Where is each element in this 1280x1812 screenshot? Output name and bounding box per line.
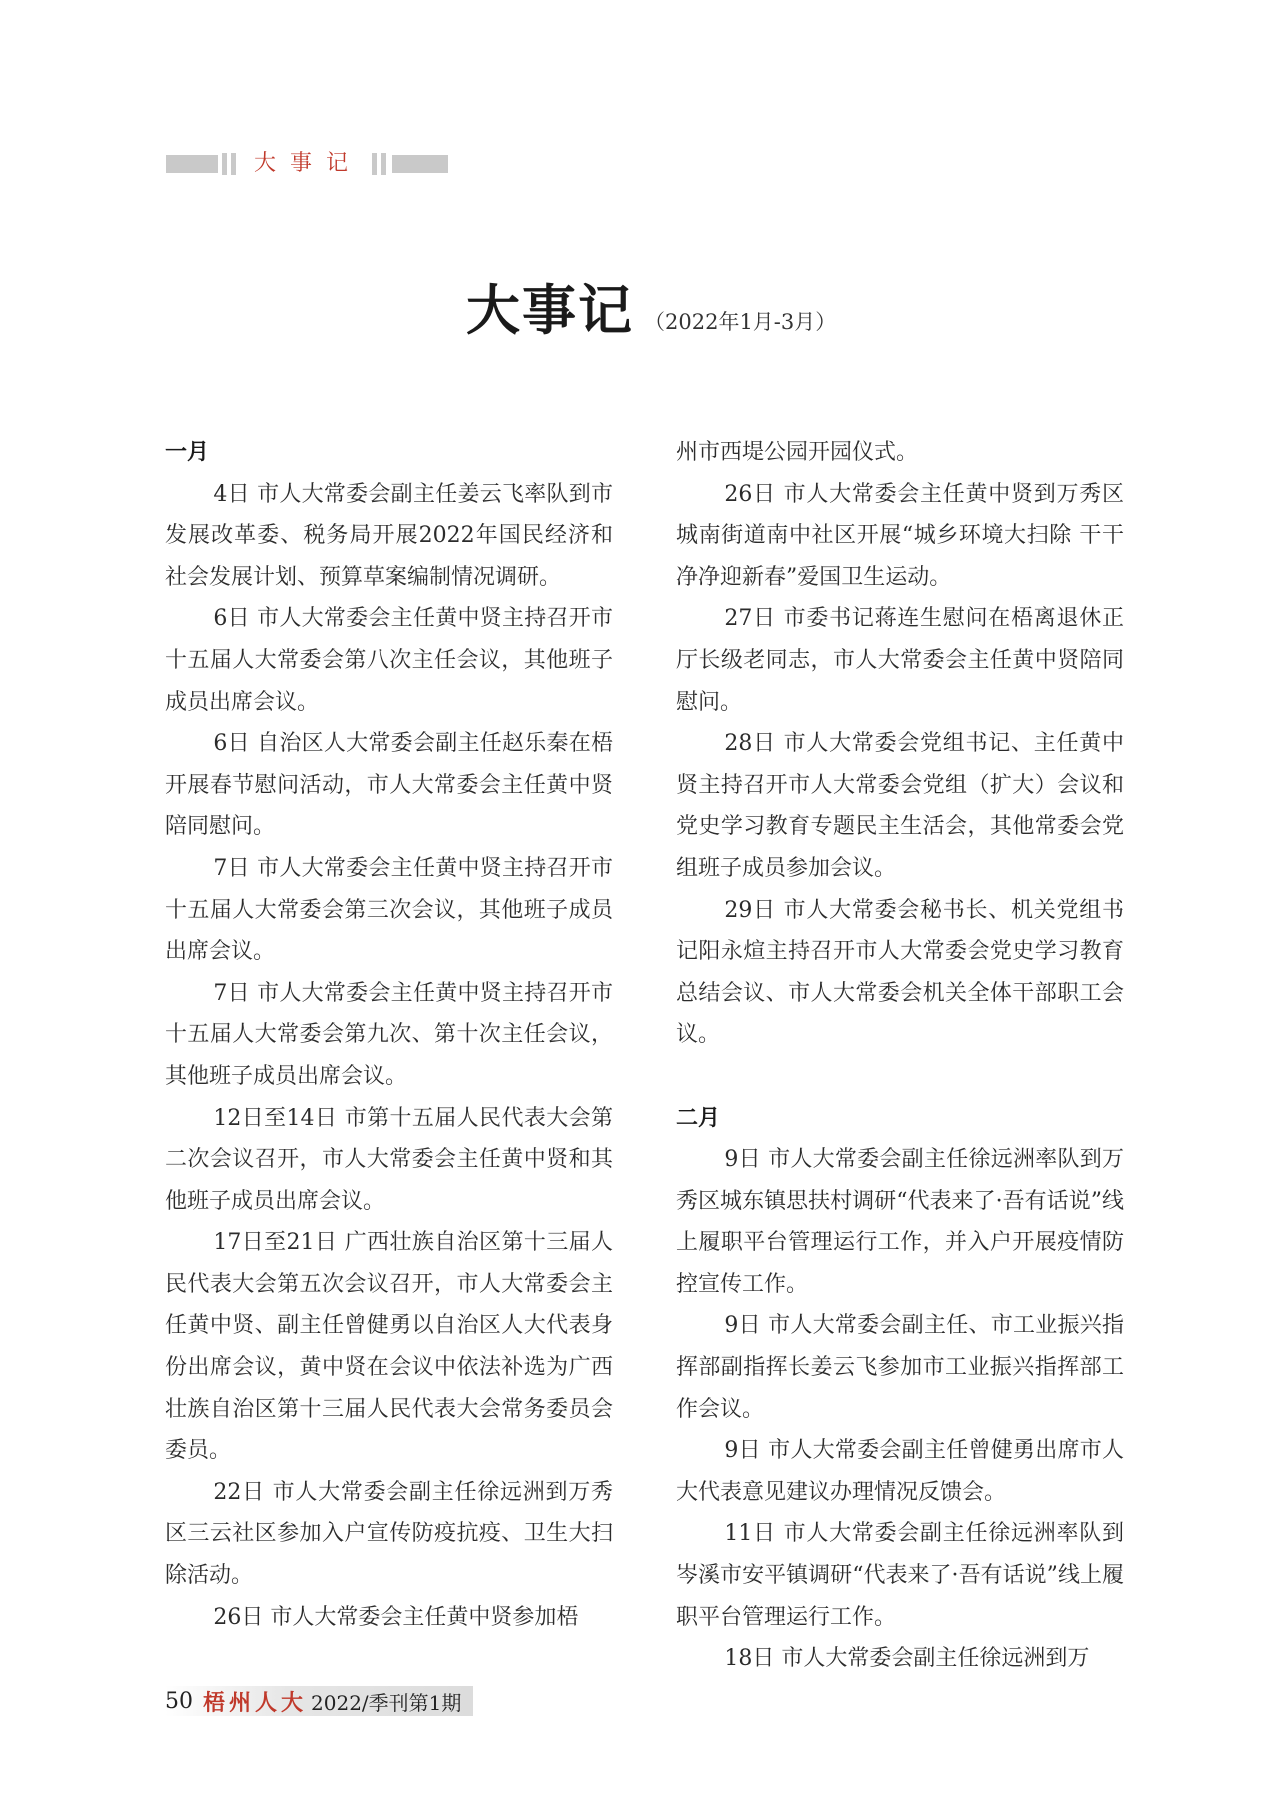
event-entry: 26日 市人大常委会主任黄中贤参加梧 — [213, 1604, 579, 1630]
header-decor-bar — [381, 153, 386, 175]
event-entry: 11日 市人大常委会副主任徐远洲率队到岑溪市安平镇调研“代表来了·吾有话说”线上履职平台管理运行工作。 — [676, 1521, 1124, 1630]
page-title — [466, 268, 836, 345]
page-title-main: 大事记 — [466, 278, 634, 342]
month-heading-february: 二月 — [676, 1105, 721, 1131]
page-title-period: （2022年1月-3月） — [644, 310, 837, 334]
event-entry-continued: 州市西堤公园开园仪式。 — [676, 440, 919, 465]
header-decor-block — [392, 155, 448, 173]
header-decor-bar — [372, 153, 377, 175]
event-entry: 6日 自治区人大常委会副主任赵乐秦在梧开展春节慰问活动，市人大常委会主任黄中贤陪同慰问。 — [165, 731, 613, 840]
event-entry: 28日 市人大常委会党组书记、主任黄中贤主持召开市人大常委会党组（扩大）会议和党史学习教育专题民主生活会，其他常委会党组班子成员参加会议。 — [676, 731, 1124, 881]
event-entry: 9日 市人大常委会副主任、市工业振兴指挥部副指挥长姜云飞参加市工业振兴指挥部工作会议。 — [676, 1313, 1124, 1422]
right-column — [676, 432, 1124, 1680]
section-gap — [676, 1056, 1124, 1098]
header-decor-block — [166, 155, 218, 173]
event-entry: 22日 市人大常委会副主任徐远洲到万秀区三云社区参加入户宣传防疫抗疫、卫生大扫除活动。 — [165, 1479, 613, 1589]
event-entry: 9日 市人大常委会副主任曾健勇出席市人大代表意见建议办理情况反馈会。 — [676, 1438, 1124, 1505]
event-entry: 29日 市人大常委会秘书长、机关党组书记阳永煊主持召开市人大常委会党史学习教育总结会议、市人大常委会机关全体干部职工会议。 — [676, 897, 1124, 1048]
event-entry: 12日至14日 市第十五届人民代表大会第二次会议召开，市人大常委会主任黄中贤和其他班子成员出席会议。 — [165, 1105, 613, 1214]
event-entry: 6日 市人大常委会主任黄中贤主持召开市十五届人大常委会第八次主任会议，其他班子成员出席会议。 — [165, 606, 613, 715]
event-entry: 26日 市人大常委会主任黄中贤到万秀区城南街道南中社区开展“城乡环境大扫除 干干净净迎新春”爱国卫生运动。 — [676, 481, 1124, 590]
magazine-name: 梧州人大 — [203, 1689, 308, 1716]
event-entry: 7日 市人大常委会主任黄中贤主持召开市十五届人大常委会第三次会议，其他班子成员出席会议。 — [165, 855, 613, 965]
header-decor-bar — [222, 153, 227, 175]
event-entry: 4日 市人大常委会副主任姜云飞率队到市发展改革委、税务局开展2022年国民经济和社会发展计划、预算草案编制情况调研。 — [165, 481, 613, 590]
section-header-band — [166, 153, 448, 175]
event-entry: 17日至21日 广西壮族自治区第十三届人民代表大会第五次会议召开，市人大常委会主任黄中贤、副主任曾健勇以自治区人大代表身份出席会议，黄中贤在会议中依法补选为广西壮族自治区第十三届人民代表大会常务委员会委员。 — [165, 1230, 613, 1464]
issue-label: 2022/季刊第1期 — [311, 1690, 462, 1715]
event-entry: 7日 市人大常委会主任黄中贤主持召开市十五届人大常委会第九次、第十次主任会议，其他班子成员出席会议。 — [165, 980, 613, 1089]
event-entry: 27日 市委书记蒋连生慰问在梧离退休正厅长级老同志，市人大常委会主任黄中贤陪同慰问。 — [676, 606, 1124, 715]
month-heading-january: 一月 — [165, 440, 210, 465]
section-label: 大事记 — [254, 151, 363, 176]
left-column — [165, 432, 613, 1638]
event-entry: 18日 市人大常委会副主任徐远洲到万 — [724, 1646, 1090, 1672]
header-decor-bar — [231, 153, 236, 175]
page-footer — [165, 1686, 473, 1716]
event-entry: 9日 市人大常委会副主任徐远洲率队到万秀区城东镇思扶村调研“代表来了·吾有话说”线上履职平台管理运行工作，并入户开展疫情防控宣传工作。 — [676, 1147, 1124, 1297]
page-number: 50 — [165, 1688, 193, 1714]
